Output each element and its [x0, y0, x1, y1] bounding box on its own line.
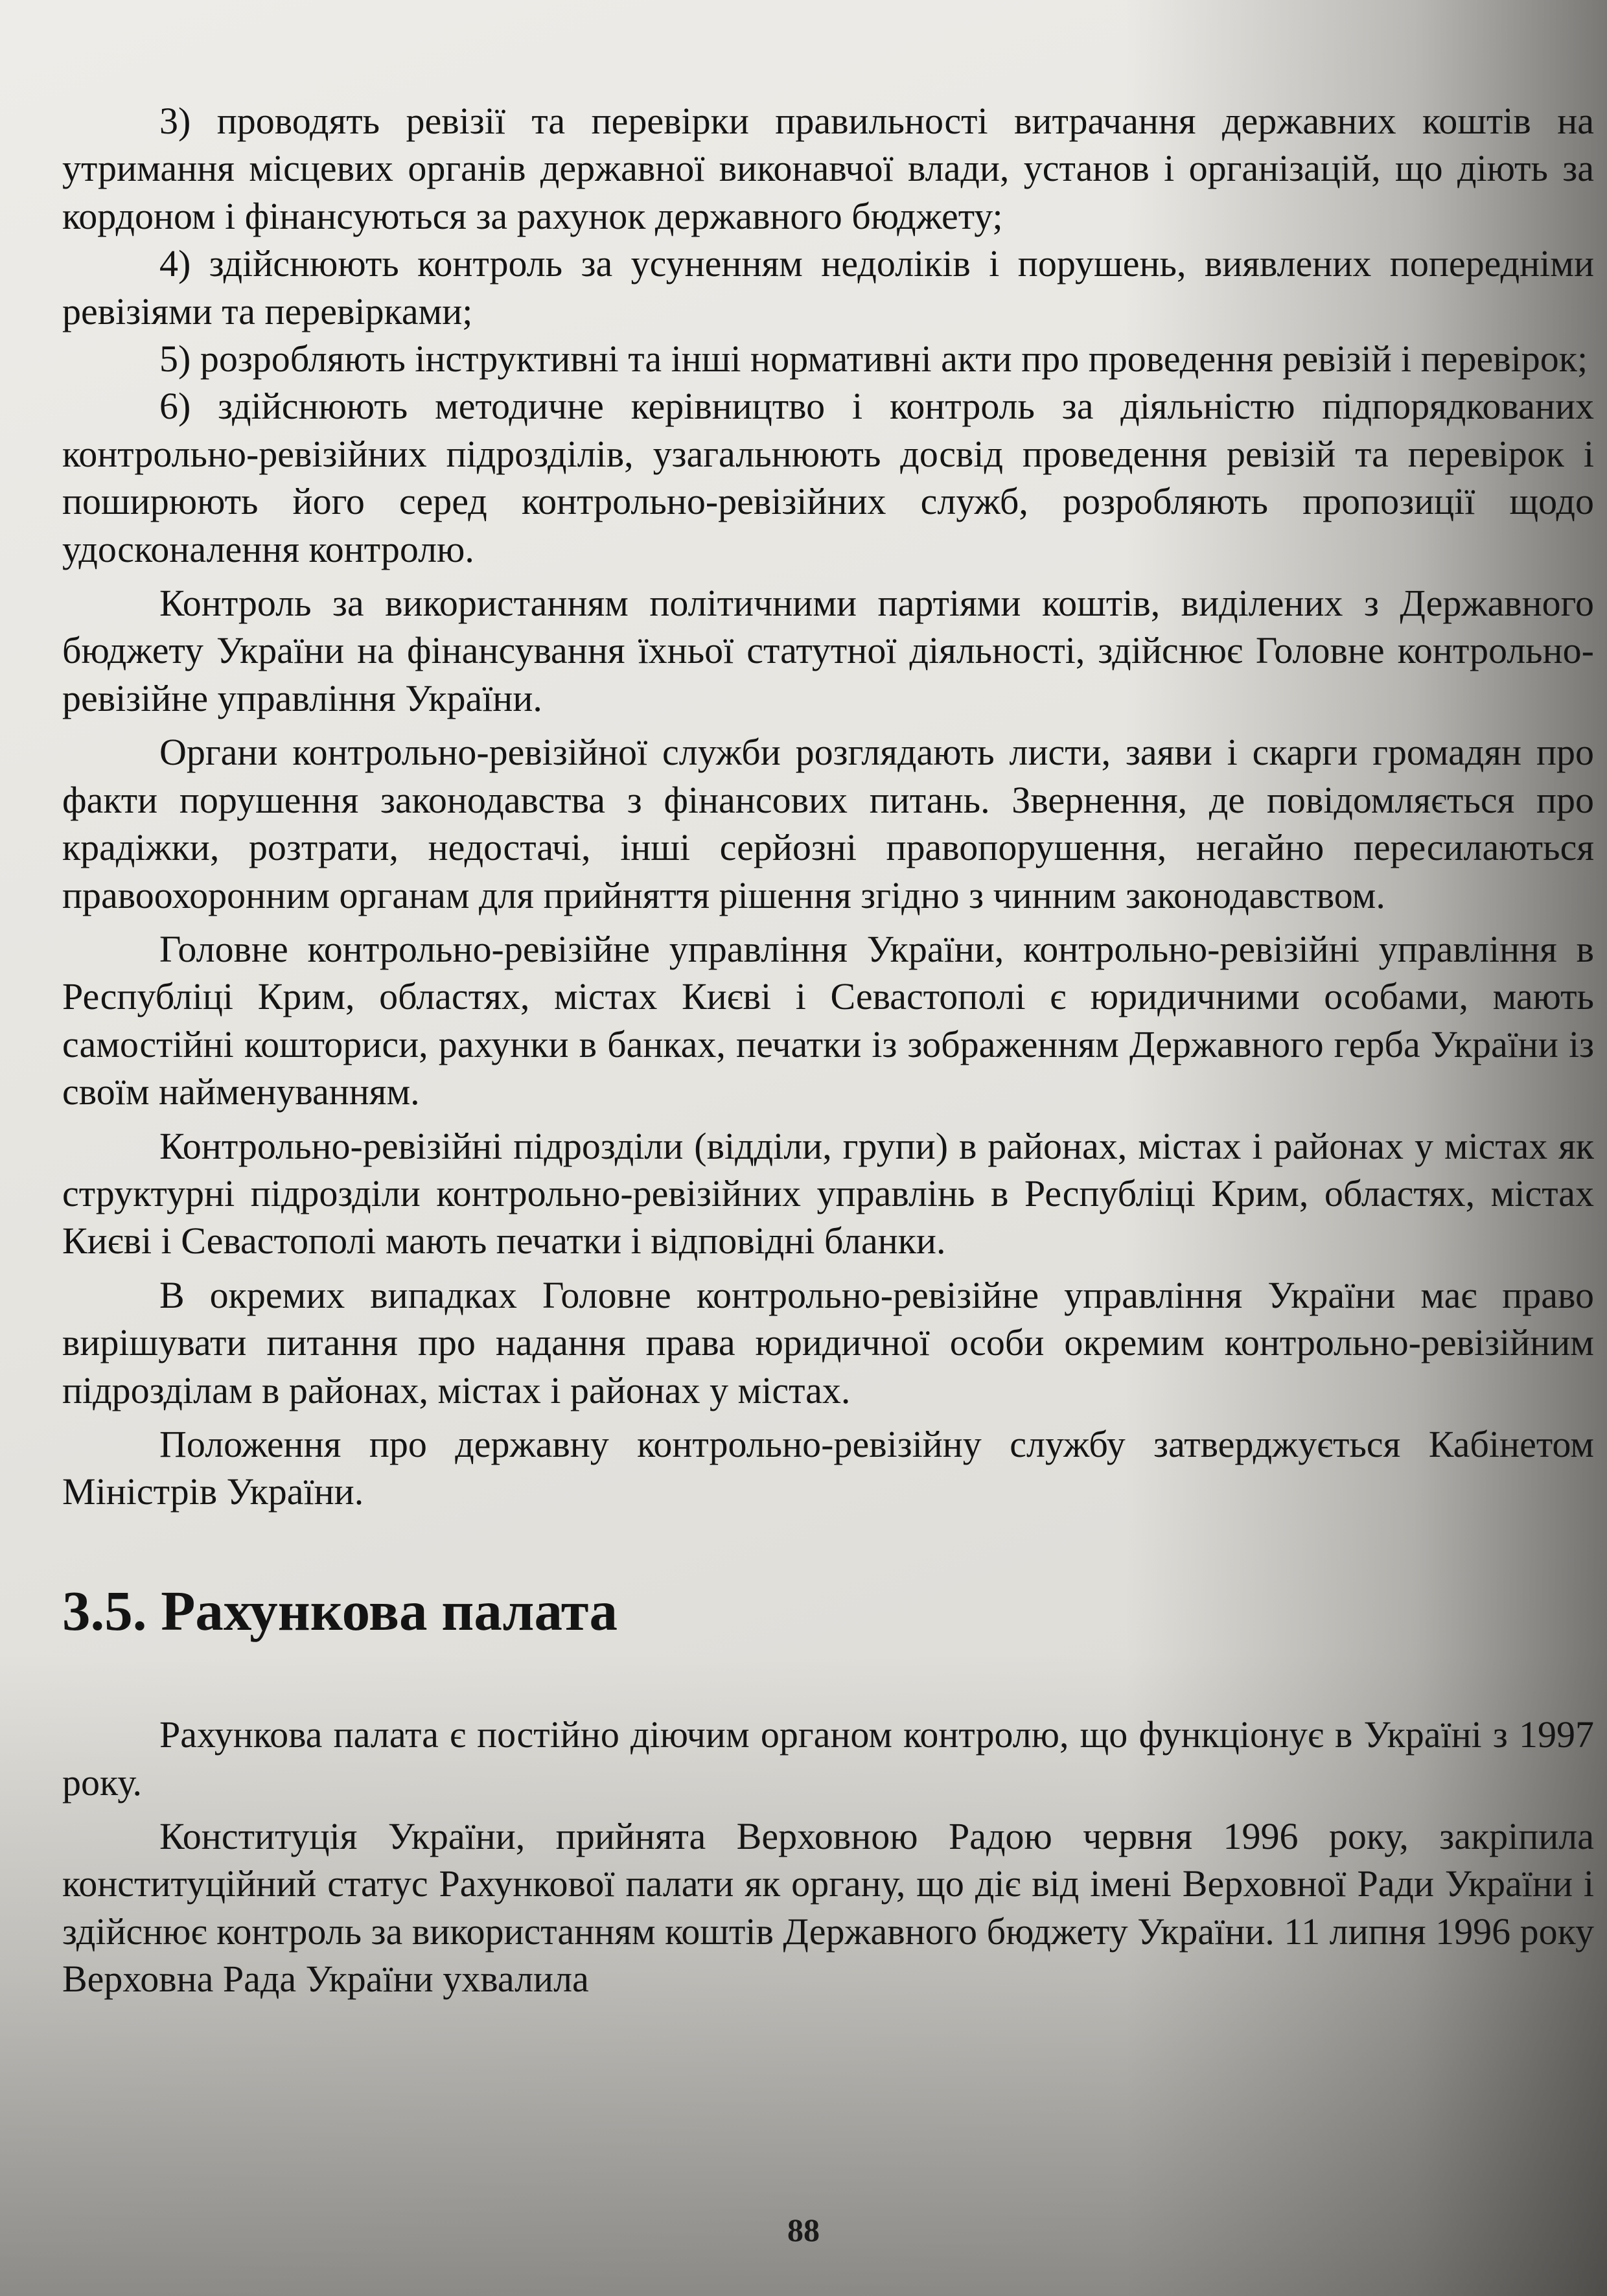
list-item-4: 4) здійснюють контроль за усуненням недоліків і порушень, виявлених попередніми ревізіями та перевірками; [62, 242, 1594, 332]
paragraph-constitution: Конституція України, прийнята Верховною Радою червня 1996 року, закріпила конституційний статус Рахункової палати як органу, що діє від імені Верховної Ради України і здійснює контроль за використанням коштів Державного бюджету України. 11 липня 1996 року Верховна Рада України ухвалила [62, 1815, 1594, 2000]
paragraph-accounting-chamber-intro: Рахункова палата є постійно діючим органом контролю, що функціонує в Україні з 1997 року. [62, 1713, 1594, 1803]
list-item-5: 5) розробляють інструктивні та інші нормативні акти про проведення ревізій і перевірок; [159, 338, 1588, 380]
section-heading: 3.5. Рахункова палата [62, 1579, 618, 1642]
paragraph-local-units: Контрольно-ревізійні підрозділи (відділи, групи) в районах, містах і районах у містах як структурні підрозділи контрольно-ревізійних управлінь в Республіці Крим, областях, містах Києві і Севастополі мають печатки і відповідні бланки. [62, 1124, 1594, 1262]
paragraph-special-cases: В окремих випадках Головне контрольно-ревізійне управління України має право вирішувати питання про надання права юридичної особи окремим контрольно-ревізійним підрозділам в районах, містах і районах у містах. [62, 1273, 1594, 1411]
page-number: 88 [787, 2212, 820, 2248]
paragraph-legal-entities: Головне контрольно-ревізійне управління України, контрольно-ревізійні управління в Республіці Крим, областях, містах Києві і Севастополі є юридичними особами, мають самостійні кошториси, рахунки в банках, печатки із зображенням Державного герба України із своїм найменуванням. [62, 927, 1594, 1113]
paragraph-regulation: Положення про державну контрольно-ревізійну службу затверджується Кабінетом Міністрів України. [62, 1422, 1594, 1513]
list-item-3: 3) проводять ревізії та перевірки правильності витрачання державних коштів на утримання місцевих органів державної виконавчої влади, установ і організацій, що діють за кордоном і фінансуються за рахунок державного бюджету; [62, 100, 1594, 237]
paragraph-citizen-complaints: Органи контрольно-ревізійної служби розглядають листи, заяви і скарги громадян про факти порушення законодавства з фінансових питань. Звернення, де повідомляється про крадіжки, розтрати, недостачі, інші серйозні правопорушення, негайно пересилаються правоохоронним органам для прийняття рішення згідно з чинним законодавством. [62, 731, 1594, 916]
page-body [62, 97, 1594, 2003]
list-item-6: 6) здійснюють методичне керівництво і контроль за діяльністю підпорядкованих контрольно-ревізійних підрозділів, узагальнюють досвід проведення ревізій та перевірок і поширюють його серед контрольно-ревізійних служб, розробляють пропозиції щодо удосконалення контролю. [62, 385, 1594, 570]
paragraph-party-funds-control: Контроль за використанням політичними партіями коштів, виділених з Державного бюджету України на фінансування їхньої статутної діяльності, здійснює Головне контрольно-ревізійне управління України. [62, 582, 1594, 719]
